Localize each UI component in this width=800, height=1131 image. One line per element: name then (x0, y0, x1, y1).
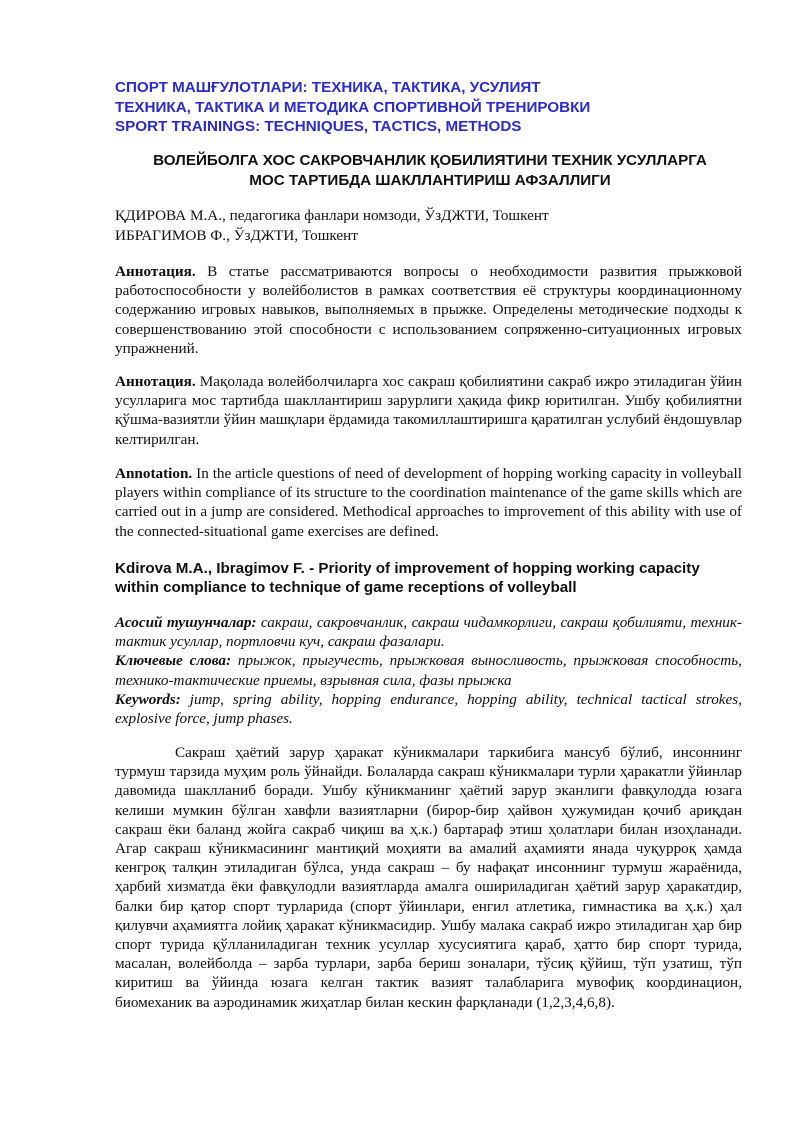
section-header-ru: ТЕХНИКА, ТАКТИКА И МЕТОДИКА СПОРТИВНОЙ ТРЕНИРОВКИ (115, 98, 591, 116)
keywords-english-label: Keywords: (115, 690, 181, 708)
author-1: ҚДИРОВА М.А., педагогика фанлари номзоди, ЎзДЖТИ, Тошкент (115, 207, 549, 224)
article-title-line-1: ВОЛЕЙБОЛГА ХОС САКРОВЧАНЛИК ҚОБИЛИЯТИНИ ТЕХНИК УСУЛЛАРГА (153, 152, 707, 169)
keywords-section (115, 613, 742, 728)
author-2: ИБРАГИМОВ Ф., ЎзДЖТИ, Тошкент (115, 226, 358, 244)
keywords-russian-text: прыжок, прыгучесть, прыжковая выносливость, прыжковая способность, технико-тактические приемы, взрывная сила, фазы прыжка (115, 652, 742, 689)
keywords-english-text: jump, spring ability, hopping endurance, hopping ability, technical tactical strokes, explosive force, jump phases. (115, 690, 742, 728)
abstract-english-text: In the article questions of need of development of hopping working capacity in volleyball players within compliance of its structure to the coordination maintenance of the game skills which are carried out in a jump are considered. Methodical approaches to improvement of this ability with use of the connected-situational game exercises are defined. (115, 465, 742, 540)
abstract-russian (115, 262, 742, 358)
keywords-english (115, 690, 742, 728)
section-header (115, 78, 755, 137)
english-article-title: Kdirova M.A., Ibragimov F. - Priority of improvement of hopping working capacity within compliance to technique of game receptions of volleyball (115, 560, 700, 597)
section-header-uz: СПОРТ МАШҒУЛОТЛАРИ: ТЕХНИКА, ТАКТИКА, УСУЛИЯТ (115, 79, 541, 96)
keywords-uzbek-label: Асосий тушунчалар: (115, 614, 257, 631)
body-paragraph: Сакраш ҳаётий зарур ҳаракат кўникмалари таркибига мансуб бўлиб, инсоннинг турмуш тарзида муҳим роль ўйнайди. Болаларда сакраш кўникмалари турли ҳаракатли ўйинлар давомида шаклланиб боради. Ушбу кўникманинг ҳаётий зарур эканлиги фавқулодда юзага келиши мумкин бўлган хавфли вазиятларни (бирор-бир ҳайвон ҳужумидан қочиб ариқдан сакраш ёки баланд жойга сакраб чиқиш ва ҳ.к.) бартараф этиш ҳолатлари билан изоҳланади. Агар сакраш кўникмасининг мантиқий моҳияти ва амалий аҳамияти янада чуқурроқ ҳамда кенгроқ талқин этиладиган бўлса, унда сакраш – бу нафақат инсоннинг турмуш жараёнида, ҳарбий хизматда ёки фавқулодли вазиятларда амалга ошириладиган ҳаётий зарур ҳаракатдир, балки бир қатор спорт турларида (спорт ўйинлари, енгил атлетика, гимнастика ва ҳ.к.) ҳал қилувчи аҳамиятга лойиқ ҳаракат кўникмасидир. Ушбу малака сакраб ижро этиладиган ҳар бир спорт турида қўлланиладиган техник усуллар хусусиятига қараб, ҳатто бир спорт турида, масалан, волейболда – зарба турлари, зарба бериш зоналари, тўсиқ қўйиш, тўп узатиш, тўп киритиш ва ўйинда юзага келган тактик вазият талабларига мувофиқ координацион, биомеханик ва аэродинамик жиҳатлар билан кескин фарқланади (1,2,3,4,6,8). (115, 744, 742, 1011)
abstract-uzbek-label: Аннотация. (115, 373, 196, 390)
abstract-russian-text: В статье рассматриваются вопросы о необходимости развития прыжковой работоспособности у волейболистов в рамках соответствия её структуры координационному содержанию игровых навыков, выполняемых в прыжке. Определены методические подходы к совершенствованию этой способности с использованием сопряженно-ситуационных игровых упражнений. (115, 263, 742, 357)
abstract-uzbek-text: Мақолада волейболчиларга хос сакраш қобилиятини сакраб ижро этиладиган ўйин усулларига мос тартибда шакллантириш зарурлиги ҳақида фикр юритилган. Ушбу қобилиятни қўшма-вазиятли ўйин машқлари ёрдамида такомиллаштиришга қаратилган услубий ёндошувлар келтирилган. (115, 373, 742, 448)
keywords-uzbek-text: сакраш, сакровчанлик, сакраш чидамкорлиги, сакраш қобилияти, техник-тактик усуллар, портловчи куч, сакраш фазалари. (115, 614, 742, 651)
section-header-en: SPORT TRAININGS: TECHNIQUES, TACTICS, METHODS (115, 118, 522, 135)
abstract-uzbek (115, 372, 742, 449)
body-text (115, 743, 742, 1012)
abstract-russian-label: Аннотация. (115, 263, 196, 280)
abstract-english (115, 464, 742, 541)
keywords-uzbek (115, 613, 742, 651)
article-title (110, 151, 750, 191)
keywords-russian (115, 651, 742, 689)
authors (115, 206, 755, 245)
abstract-english-label: Annotation. (115, 465, 193, 482)
keywords-russian-label: Ключевые слова: (115, 652, 232, 670)
article-title-line-2: МОС ТАРТИБДА ШАКЛЛАНТИРИШ АФЗАЛЛИГИ (249, 172, 611, 189)
